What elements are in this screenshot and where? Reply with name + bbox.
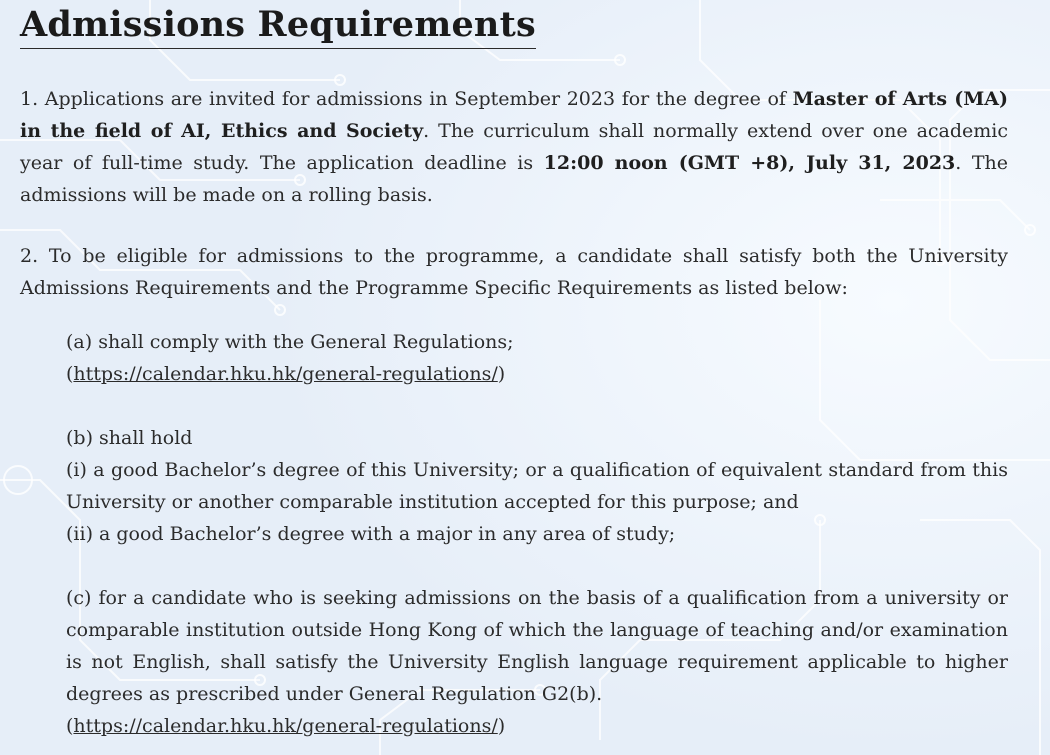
requirement-c [66,582,1008,742]
close-paren: ) [497,715,506,737]
application-text-mid: . The curriculum shall normally extend over one academic year of full-time study. The application deadline is [20,120,1009,174]
open-paren: ( [66,715,74,737]
application-text-end: . The admissions will be made on a rolling basis. [20,152,1009,206]
application-deadline: 12:00 noon (GMT +8), July 31, 2023 [543,152,956,174]
page-title: Admissions Requirements [20,0,536,49]
requirement-c-link-line [66,710,1008,742]
eligibility-paragraph: 2. To be eligible for admissions to the programme, a candidate shall satisfy both the University Admissions Requirements and the Programme Specific Requirements as listed below: [20,245,1008,299]
requirement-b-i: (i) a good Bachelor’s degree of this University; or a qualification of equivalent standard from this University or another comparable institution accepted for this purpose; and [66,459,1008,513]
general-regulations-link[interactable]: https://calendar.hku.hk/general-regulations/ [73,715,498,737]
requirements-list [20,326,1008,742]
close-paren: ) [497,363,506,385]
application-text-start: 1. Applications are invited for admissions in September 2023 for the degree of [20,88,793,110]
requirement-a [66,326,1008,390]
requirement-a-link-line [66,358,1008,390]
general-regulations-link[interactable]: https://calendar.hku.hk/general-regulations/ [73,363,498,385]
requirement-c-text: (c) for a candidate who is seeking admissions on the basis of a qualification from a university or comparable institution outside Hong Kong of which the language of teaching and/or examination is not English, shall satisfy the University English language requirement applicable to higher degrees as prescribed under General Regulation G2(b). [66,587,1008,705]
application-paragraph [20,83,1008,211]
requirement-b-heading: (b) shall hold [66,427,193,449]
requirement-a-text: (a) shall comply with the General Regulations; [66,331,514,353]
requirement-b-ii: (ii) a good Bachelor’s degree with a major in any area of study; [66,523,676,545]
requirement-b [66,422,1008,550]
open-paren: ( [66,363,74,385]
degree-name: Master of Arts (MA) in the field of AI, Ethics and Society [20,88,1008,142]
